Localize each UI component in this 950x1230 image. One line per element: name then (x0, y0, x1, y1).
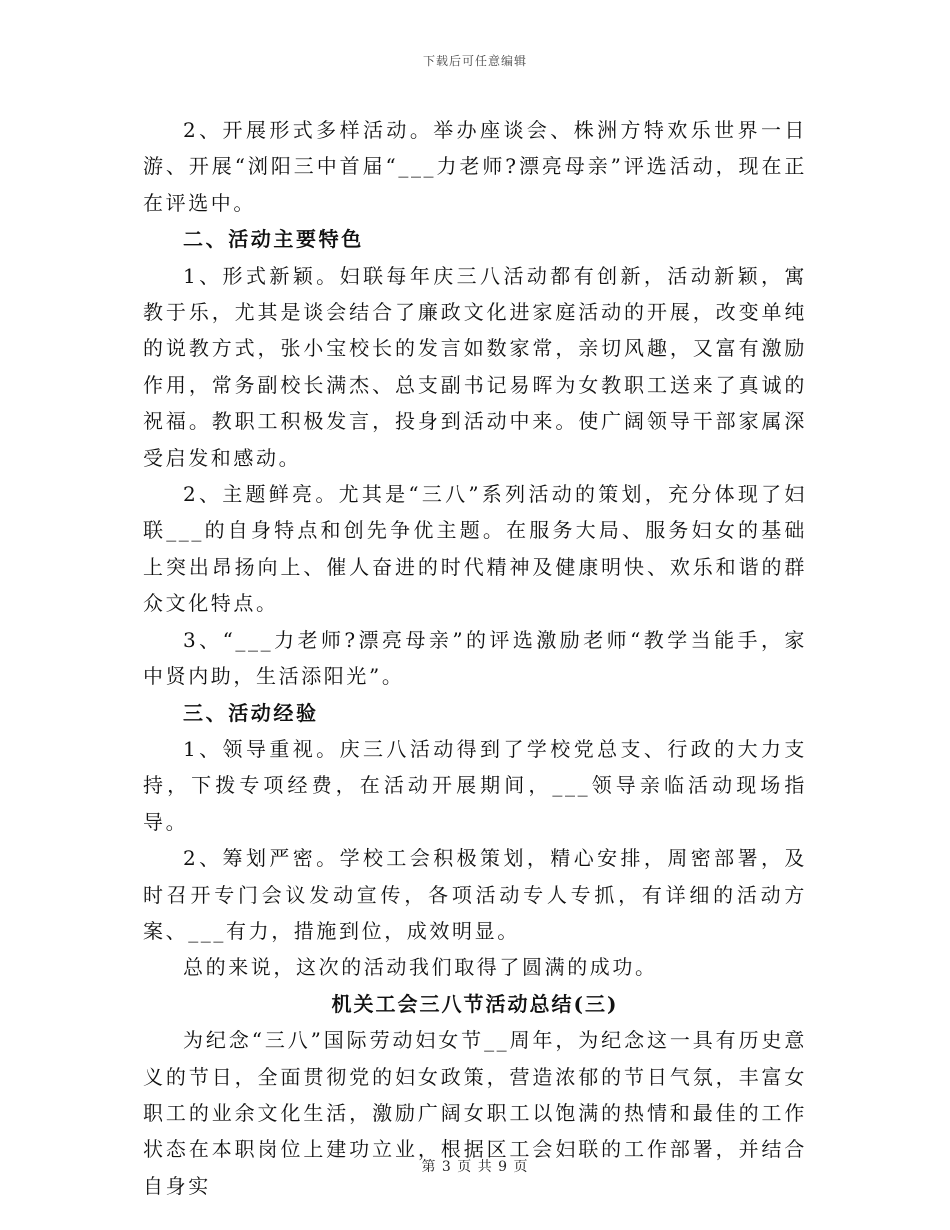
page-header: 下载后可任意编辑 (422, 54, 527, 68)
page-footer: 第 3 页 共 9 页 (421, 1159, 529, 1175)
paragraph-conclusion: 总的来说，这次的活动我们取得了圆满的成功。 (183, 955, 658, 980)
document-section-title: 机关工会三八节活动总结(三) (331, 991, 619, 1016)
document-body (143, 112, 807, 1204)
section-heading-experience: 三、活动经验 (183, 700, 319, 725)
paragraph-careful-planning: 2、筹划严密。学校工会积极策划，精心安排，周密部署，及时召开专门会议发动宣传，各项活动专人专抓，有详细的活动方案、___有力，措施到位，成效明显。 (143, 846, 807, 943)
section-heading-features: 二、活动主要特色 (183, 227, 364, 252)
paragraph-commemoration: 为纪念“三八”国际劳动妇女节__周年，为纪念这一具有历史意义的节日，全面贯彻党的妇女政策，营造浓郁的节日气氛，丰富女职工的业余文化生活，激励广阔女职工以饱满的热情和最佳的工作状态在本职岗位上建功立业，根据区工会妇联的工作部署，并结合自身实 (143, 1028, 807, 1198)
paragraph-bright-theme: 2、主题鲜亮。尤其是“三八”系列活动的策划，充分体现了妇联___的自身特点和创先争优主题。在服务大局、服务妇女的基础上突出昂扬向上、催人奋进的时代精神及健康明快、欢乐和谐的群众文化特点。 (143, 482, 807, 616)
paragraph-activity-forms: 2、开展形式多样活动。举办座谈会、株洲方特欢乐世界一日游、开展“浏阳三中首届“___力老师?漂亮母亲”评选活动，现在正在评选中。 (143, 118, 807, 215)
paragraph-leadership-support: 1、领导重视。庆三八活动得到了学校党总支、行政的大力支持，下拨专项经费，在活动开展期间，___领导亲临活动现场指导。 (143, 736, 807, 834)
paragraph-selection-incentive: 3、“___力老师?漂亮母亲”的评选激励老师“教学当能手，家中贤内助，生活添阳光”。 (143, 627, 807, 689)
paragraph-novel-form: 1、形式新颖。妇联每年庆三八活动都有创新，活动新颖，寓教于乐，尤其是谈会结合了廉政文化进家庭活动的开展，改变单纯的说教方式，张小宝校长的发言如数家常，亲切风趣，又富有激励作用，常务副校长满杰、总支副书记易晖为女教职工送来了真诚的祝福。教职工积极发言，投身到活动中来。使广阔领导干部家属深受启发和感动。 (143, 263, 807, 470)
